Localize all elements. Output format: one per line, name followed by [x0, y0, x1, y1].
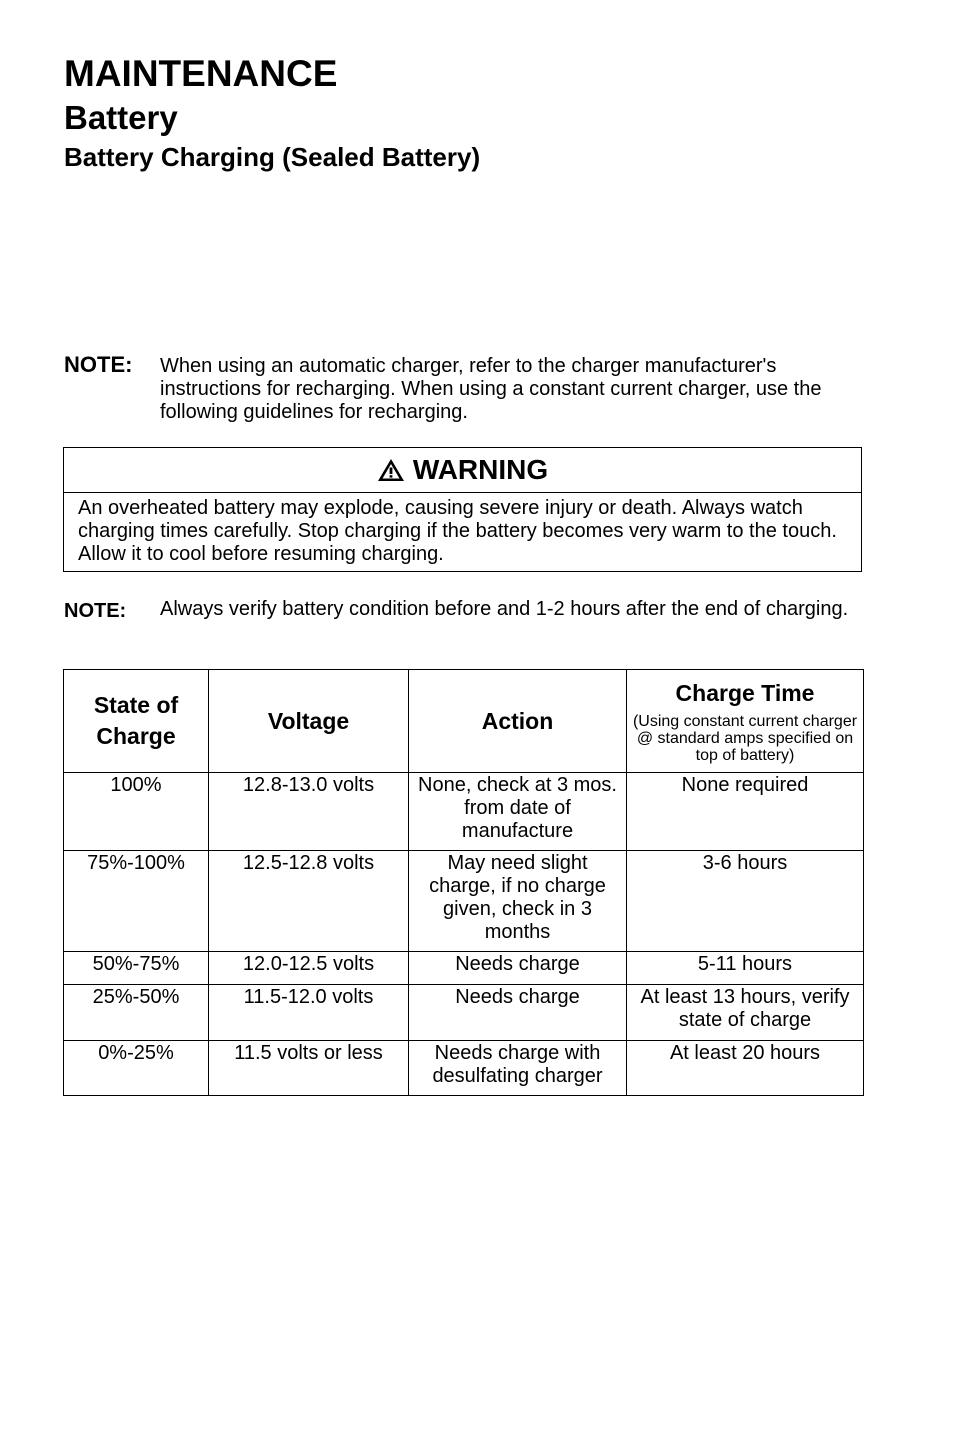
note-verify-condition: [64, 598, 864, 621]
cell-time: At least 20 hours: [627, 1041, 864, 1096]
charge-table: [63, 669, 864, 1096]
note-text: When using an automatic charger, refer to the charger manufacturer's instructions for recharging. When using a constant current charger, use the following guidelines for recharging.: [160, 355, 822, 423]
cell-action: Needs charge: [409, 985, 627, 1041]
section-title: MAINTENANCE: [64, 53, 338, 94]
header-charge-time: [627, 670, 864, 773]
warning-box: [63, 447, 862, 572]
cell-action: May need slight charge, if no charge given, check in 3 months: [409, 851, 627, 952]
cell-state: 50%-75%: [64, 952, 209, 985]
table-row: [64, 985, 864, 1041]
cell-time: At least 13 hours, verify state of charge: [627, 985, 864, 1041]
cell-action: Needs charge: [409, 952, 627, 985]
note-label: NOTE:: [64, 352, 133, 377]
table-header-row: [64, 670, 864, 773]
note-automatic-charger: [64, 352, 864, 424]
cell-voltage: 12.8-13.0 volts: [209, 773, 409, 851]
table-row: [64, 773, 864, 851]
warning-header: [64, 448, 861, 493]
table-row: [64, 851, 864, 952]
table-row: [64, 1041, 864, 1096]
note-label: NOTE:: [64, 600, 127, 622]
warning-text: An overheated battery may explode, causing severe injury or death. Always watch charging times carefully. Stop charging if the battery becomes very warm to the touch. Allow it to cool before resuming charging.: [78, 497, 837, 565]
header-charge-time-note: (Using constant current charger @ standard amps specified on top of battery): [632, 713, 858, 764]
topic-title: Battery: [64, 99, 178, 136]
cell-voltage: 11.5-12.0 volts: [209, 985, 409, 1041]
header-state-of-charge: State of Charge: [64, 670, 209, 773]
cell-time: None required: [627, 773, 864, 851]
header-charge-time-label: Charge Time: [675, 680, 815, 706]
header-action: Action: [409, 670, 627, 773]
warning-triangle-icon: [377, 458, 405, 482]
cell-voltage: 12.5-12.8 volts: [209, 851, 409, 952]
cell-action: None, check at 3 mos. from date of manufacture: [409, 773, 627, 851]
cell-voltage: 11.5 volts or less: [209, 1041, 409, 1096]
subtopic-title: Battery Charging (Sealed Battery): [64, 142, 481, 172]
cell-state: 100%: [64, 773, 209, 851]
table-row: [64, 952, 864, 985]
cell-state: 25%-50%: [64, 985, 209, 1041]
cell-action: Needs charge with desulfating charger: [409, 1041, 627, 1096]
cell-time: 3-6 hours: [627, 851, 864, 952]
warning-title: WARNING: [412, 454, 549, 485]
note-text: Always verify battery condition before and 1-2 hours after the end of charging.: [160, 598, 849, 620]
cell-state: 0%-25%: [64, 1041, 209, 1096]
cell-time: 5-11 hours: [627, 952, 864, 985]
header-voltage: Voltage: [209, 670, 409, 773]
cell-state: 75%-100%: [64, 851, 209, 952]
cell-voltage: 12.0-12.5 volts: [209, 952, 409, 985]
